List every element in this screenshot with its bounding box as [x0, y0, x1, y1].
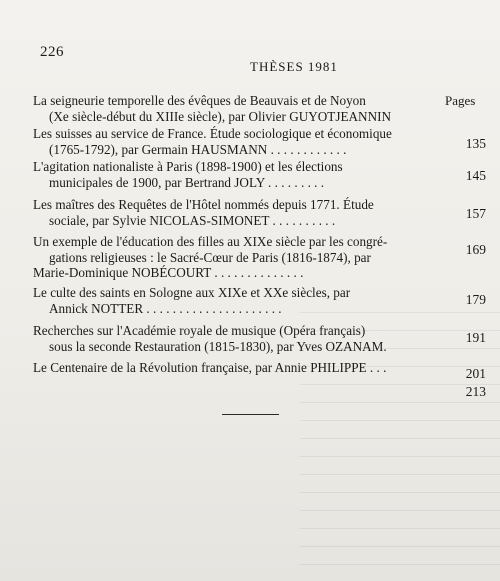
- entry-line: municipales de 1900, par Bertrand JOLY . . . . . . . . .: [49, 174, 325, 190]
- toc-entry: [33, 197, 443, 228]
- toc-entry: [33, 360, 443, 376]
- entry-line: Les suisses au service de France. Étude sociologique et économique: [33, 126, 392, 141]
- toc-entry: [33, 285, 443, 316]
- entry-page-number: 179: [465, 292, 486, 307]
- entry-page-number: 157: [465, 206, 486, 221]
- closing-rule: [222, 414, 279, 415]
- toc-entry: [33, 159, 443, 190]
- toc-entry: [33, 323, 443, 354]
- toc-entry: [33, 93, 443, 124]
- entry-line: sous la seconde Restauration (1815-1830), par Yves OZANAM.: [49, 338, 387, 354]
- entry-line: Annick NOTTER . . . . . . . . . . . . . . . . . . . . .: [49, 300, 282, 316]
- entry-line: Marie-Dominique NOBÉCOURT . . . . . . . . . . . . . .: [33, 265, 304, 280]
- entry-page-number: 213: [465, 384, 486, 399]
- running-head: THÈSES 1981: [250, 59, 338, 74]
- entry-page-number: 135: [465, 136, 486, 151]
- toc-entry: [33, 234, 443, 281]
- entry-line: Les maîtres des Requêtes de l'Hôtel nommés depuis 1771. Étude: [33, 197, 374, 212]
- pages-column-label: Pages: [445, 93, 476, 108]
- entry-line: gations religieuses : le Sacré-Cœur de Paris (1816-1874), par: [49, 249, 371, 265]
- entry-line: sociale, par Sylvie NICOLAS-SIMONET . . . . . . . . . .: [49, 212, 336, 228]
- entry-line: La seigneurie temporelle des évêques de Beauvais et de Noyon: [33, 93, 366, 108]
- entry-line: Recherches sur l'Académie royale de musique (Opéra français): [33, 323, 366, 338]
- entry-line: (1765-1792), par Germain HAUSMANN . . . . . . . . . . . .: [49, 141, 347, 157]
- entry-line: L'agitation nationaliste à Paris (1898-1900) et les élections: [33, 159, 343, 174]
- entry-line: (Xe siècle-début du XIIIe siècle), par Olivier GUYOTJEANNIN: [49, 108, 392, 124]
- toc-entry: [33, 126, 443, 157]
- entry-line: Le Centenaire de la Révolution française, par Annie PHILIPPE . . .: [33, 360, 387, 375]
- entry-page-number: 191: [465, 330, 486, 345]
- page-number: 226: [40, 44, 64, 60]
- entry-line: Le culte des saints en Sologne aux XIXe et XXe siècles, par: [33, 285, 351, 300]
- entry-page-number: 201: [465, 366, 486, 381]
- entry-line: Un exemple de l'éducation des filles au XIXe siècle par les congré-: [33, 234, 388, 249]
- entry-page-number: 169: [465, 242, 486, 257]
- entry-page-number: 145: [465, 168, 486, 183]
